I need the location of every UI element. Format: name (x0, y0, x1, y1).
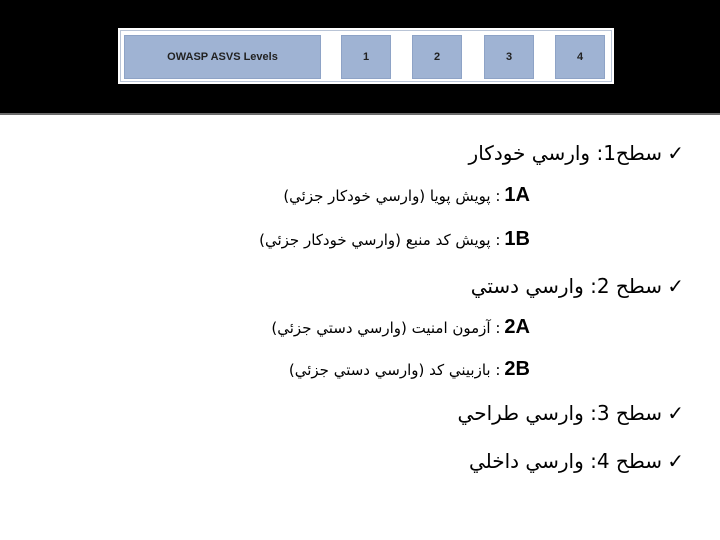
sub-item-code: 2A (504, 316, 530, 338)
levels-frame (120, 30, 612, 82)
sub-item-text: : بازبیني کد (وارسي دستي جزئي) (288, 361, 501, 379)
level-4-box: 4 (555, 35, 605, 79)
sub-item-text: : پویش کد منبع (وارسي خودکار جزئي) (259, 231, 501, 249)
checkmark-icon: ✓ (667, 274, 684, 298)
checkmark-icon: ✓ (667, 401, 684, 425)
sub-item-code: 2B (504, 358, 530, 380)
bullet-level-2 (471, 274, 684, 298)
sub-item-2a (271, 316, 530, 339)
levels-title-box: OWASP ASVS Levels (124, 35, 321, 79)
level-2-box: 2 (412, 35, 462, 79)
bullet-text: سطح 3: وارسي طراحي (457, 401, 662, 425)
sub-item-code: 1A (504, 184, 530, 206)
checkmark-icon: ✓ (667, 449, 684, 473)
sub-item-code: 1B (504, 228, 530, 250)
asvs-levels-diagram (118, 28, 614, 84)
sub-item-text: : آزمون امنیت (وارسي دستي جزئي) (271, 319, 501, 337)
level-1-box: 1 (341, 35, 391, 79)
bullet-text: سطح1: وارسي خودکار (468, 141, 662, 165)
bullet-level-4 (469, 449, 684, 473)
sub-item-1b (259, 228, 530, 251)
bullet-level-1 (469, 141, 684, 165)
bullet-text: سطح 2: وارسي دستي (470, 274, 662, 298)
level-3-box: 3 (484, 35, 534, 79)
header-divider (0, 113, 720, 115)
sub-item-1a (283, 184, 530, 207)
sub-item-text: : پویش پویا (وارسي خودکار جزئي) (283, 187, 501, 205)
sub-item-2b (289, 358, 530, 381)
checkmark-icon: ✓ (667, 141, 684, 165)
bullet-text: سطح 4: وارسي داخلي (468, 449, 662, 473)
bullet-level-3 (458, 401, 684, 425)
